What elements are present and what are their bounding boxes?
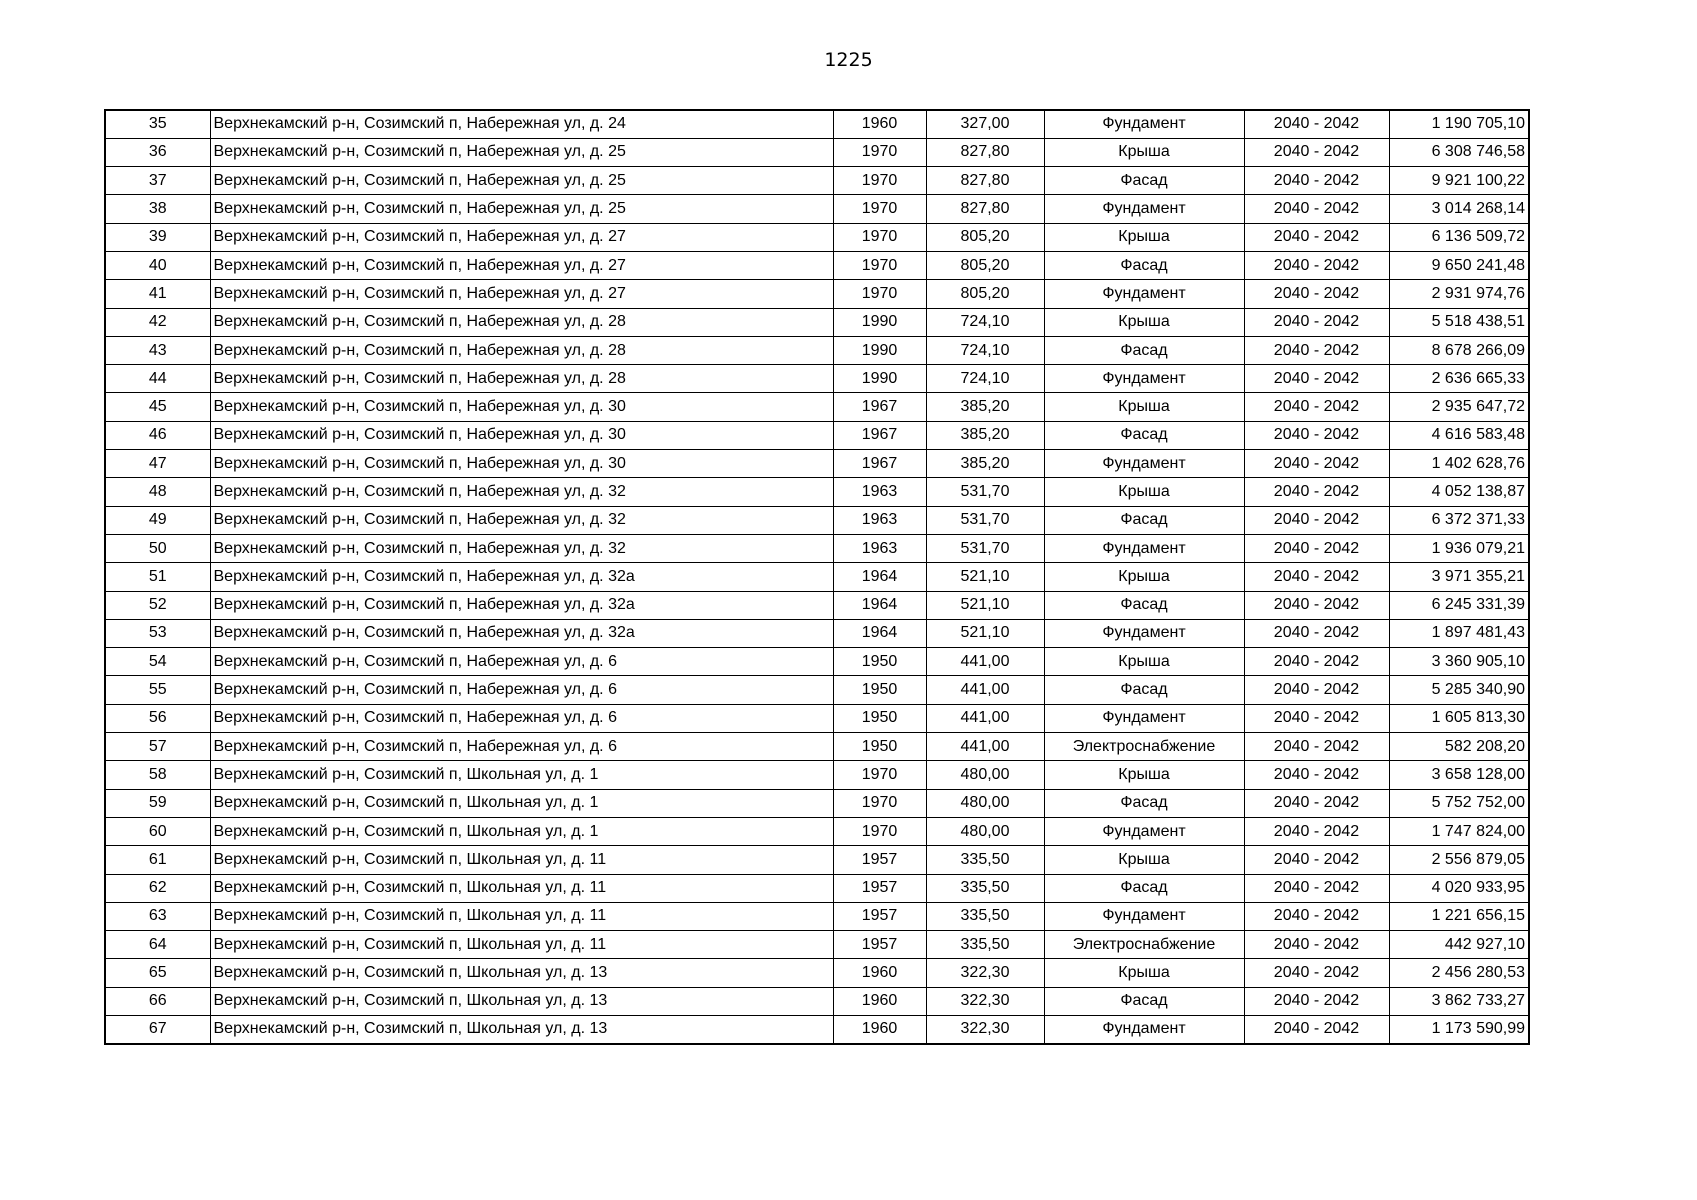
cost-cell: 1 190 705,10 <box>1389 110 1529 138</box>
work-type-cell: Крыша <box>1044 138 1244 166</box>
work-type-cell: Фундамент <box>1044 450 1244 478</box>
year-built-cell: 1964 <box>833 619 926 647</box>
cost-cell: 1 221 656,15 <box>1389 902 1529 930</box>
year-built-cell: 1957 <box>833 931 926 959</box>
cost-cell: 1 897 481,43 <box>1389 619 1529 647</box>
year-built-cell: 1950 <box>833 676 926 704</box>
work-type-cell: Электроснабжение <box>1044 733 1244 761</box>
cost-cell: 6 372 371,33 <box>1389 506 1529 534</box>
row-number-cell: 53 <box>105 619 210 647</box>
table-body <box>105 110 1529 1044</box>
table-row <box>105 761 1529 789</box>
work-type-cell: Фундамент <box>1044 195 1244 223</box>
row-number-cell: 37 <box>105 167 210 195</box>
cost-cell: 2 636 665,33 <box>1389 365 1529 393</box>
row-number-cell: 63 <box>105 902 210 930</box>
row-number-cell: 40 <box>105 251 210 279</box>
area-cell: 441,00 <box>926 733 1044 761</box>
period-cell: 2040 - 2042 <box>1244 450 1389 478</box>
cost-cell: 9 650 241,48 <box>1389 251 1529 279</box>
capital-repair-table <box>104 109 1530 1045</box>
period-cell: 2040 - 2042 <box>1244 308 1389 336</box>
year-built-cell: 1970 <box>833 761 926 789</box>
address-cell: Верхнекамский р-н, Созимский п, Школьная ул, д. 13 <box>210 959 833 987</box>
work-type-cell: Фундамент <box>1044 902 1244 930</box>
page-number: 1225 <box>824 49 873 71</box>
address-cell: Верхнекамский р-н, Созимский п, Набережная ул, д. 32 <box>210 506 833 534</box>
area-cell: 724,10 <box>926 308 1044 336</box>
cost-cell: 9 921 100,22 <box>1389 167 1529 195</box>
year-built-cell: 1964 <box>833 563 926 591</box>
table-row <box>105 704 1529 732</box>
year-built-cell: 1970 <box>833 280 926 308</box>
year-built-cell: 1970 <box>833 138 926 166</box>
area-cell: 335,50 <box>926 846 1044 874</box>
period-cell: 2040 - 2042 <box>1244 280 1389 308</box>
row-number-cell: 67 <box>105 1016 210 1044</box>
period-cell: 2040 - 2042 <box>1244 931 1389 959</box>
row-number-cell: 41 <box>105 280 210 308</box>
row-number-cell: 62 <box>105 874 210 902</box>
work-type-cell: Фундамент <box>1044 110 1244 138</box>
work-type-cell: Крыша <box>1044 223 1244 251</box>
row-number-cell: 48 <box>105 478 210 506</box>
area-cell: 335,50 <box>926 874 1044 902</box>
area-cell: 521,10 <box>926 563 1044 591</box>
period-cell: 2040 - 2042 <box>1244 987 1389 1015</box>
year-built-cell: 1957 <box>833 902 926 930</box>
year-built-cell: 1990 <box>833 365 926 393</box>
year-built-cell: 1970 <box>833 817 926 845</box>
cost-cell: 2 456 280,53 <box>1389 959 1529 987</box>
row-number-cell: 52 <box>105 591 210 619</box>
row-number-cell: 61 <box>105 846 210 874</box>
table-row <box>105 393 1529 421</box>
period-cell: 2040 - 2042 <box>1244 421 1389 449</box>
table-row <box>105 223 1529 251</box>
table-row <box>105 195 1529 223</box>
cost-cell: 3 862 733,27 <box>1389 987 1529 1015</box>
cost-cell: 2 556 879,05 <box>1389 846 1529 874</box>
area-cell: 827,80 <box>926 195 1044 223</box>
table-row <box>105 1016 1529 1044</box>
row-number-cell: 64 <box>105 931 210 959</box>
cost-cell: 5 752 752,00 <box>1389 789 1529 817</box>
year-built-cell: 1960 <box>833 110 926 138</box>
address-cell: Верхнекамский р-н, Созимский п, Школьная ул, д. 1 <box>210 789 833 817</box>
year-built-cell: 1990 <box>833 336 926 364</box>
period-cell: 2040 - 2042 <box>1244 534 1389 562</box>
row-number-cell: 59 <box>105 789 210 817</box>
address-cell: Верхнекамский р-н, Созимский п, Набережная ул, д. 24 <box>210 110 833 138</box>
area-cell: 441,00 <box>926 648 1044 676</box>
address-cell: Верхнекамский р-н, Созимский п, Набережная ул, д. 28 <box>210 336 833 364</box>
work-type-cell: Крыша <box>1044 393 1244 421</box>
period-cell: 2040 - 2042 <box>1244 506 1389 534</box>
table-row <box>105 251 1529 279</box>
table-row <box>105 450 1529 478</box>
cost-cell: 3 014 268,14 <box>1389 195 1529 223</box>
period-cell: 2040 - 2042 <box>1244 789 1389 817</box>
table-row <box>105 648 1529 676</box>
address-cell: Верхнекамский р-н, Созимский п, Набережная ул, д. 28 <box>210 365 833 393</box>
cost-cell: 1 936 079,21 <box>1389 534 1529 562</box>
table-row <box>105 874 1529 902</box>
cost-cell: 3 360 905,10 <box>1389 648 1529 676</box>
period-cell: 2040 - 2042 <box>1244 110 1389 138</box>
period-cell: 2040 - 2042 <box>1244 195 1389 223</box>
table-row <box>105 110 1529 138</box>
area-cell: 805,20 <box>926 251 1044 279</box>
area-cell: 322,30 <box>926 959 1044 987</box>
table-row <box>105 846 1529 874</box>
period-cell: 2040 - 2042 <box>1244 846 1389 874</box>
area-cell: 531,70 <box>926 478 1044 506</box>
row-number-cell: 45 <box>105 393 210 421</box>
cost-cell: 4 616 583,48 <box>1389 421 1529 449</box>
table-row <box>105 365 1529 393</box>
period-cell: 2040 - 2042 <box>1244 167 1389 195</box>
cost-cell: 1 173 590,99 <box>1389 1016 1529 1044</box>
year-built-cell: 1960 <box>833 959 926 987</box>
row-number-cell: 46 <box>105 421 210 449</box>
period-cell: 2040 - 2042 <box>1244 619 1389 647</box>
row-number-cell: 51 <box>105 563 210 591</box>
area-cell: 385,20 <box>926 450 1044 478</box>
work-type-cell: Фундамент <box>1044 280 1244 308</box>
period-cell: 2040 - 2042 <box>1244 761 1389 789</box>
work-type-cell: Фасад <box>1044 336 1244 364</box>
year-built-cell: 1967 <box>833 421 926 449</box>
row-number-cell: 36 <box>105 138 210 166</box>
period-cell: 2040 - 2042 <box>1244 251 1389 279</box>
period-cell: 2040 - 2042 <box>1244 902 1389 930</box>
row-number-cell: 49 <box>105 506 210 534</box>
work-type-cell: Фундамент <box>1044 817 1244 845</box>
year-built-cell: 1970 <box>833 789 926 817</box>
area-cell: 724,10 <box>926 365 1044 393</box>
area-cell: 480,00 <box>926 761 1044 789</box>
period-cell: 2040 - 2042 <box>1244 223 1389 251</box>
cost-cell: 6 245 331,39 <box>1389 591 1529 619</box>
table-row <box>105 789 1529 817</box>
table-row <box>105 138 1529 166</box>
address-cell: Верхнекамский р-н, Созимский п, Набережная ул, д. 6 <box>210 704 833 732</box>
work-type-cell: Фасад <box>1044 421 1244 449</box>
cost-cell: 4 052 138,87 <box>1389 478 1529 506</box>
area-cell: 441,00 <box>926 676 1044 704</box>
year-built-cell: 1967 <box>833 450 926 478</box>
year-built-cell: 1960 <box>833 987 926 1015</box>
year-built-cell: 1963 <box>833 478 926 506</box>
period-cell: 2040 - 2042 <box>1244 591 1389 619</box>
area-cell: 385,20 <box>926 393 1044 421</box>
work-type-cell: Крыша <box>1044 959 1244 987</box>
work-type-cell: Электроснабжение <box>1044 931 1244 959</box>
cost-cell: 5 285 340,90 <box>1389 676 1529 704</box>
cost-cell: 4 020 933,95 <box>1389 874 1529 902</box>
address-cell: Верхнекамский р-н, Созимский п, Набережная ул, д. 6 <box>210 733 833 761</box>
table-row <box>105 421 1529 449</box>
row-number-cell: 47 <box>105 450 210 478</box>
year-built-cell: 1970 <box>833 167 926 195</box>
row-number-cell: 56 <box>105 704 210 732</box>
address-cell: Верхнекамский р-н, Созимский п, Школьная ул, д. 11 <box>210 902 833 930</box>
work-type-cell: Фундамент <box>1044 619 1244 647</box>
table-row <box>105 280 1529 308</box>
area-cell: 724,10 <box>926 336 1044 364</box>
year-built-cell: 1963 <box>833 534 926 562</box>
table-row <box>105 478 1529 506</box>
table-row <box>105 987 1529 1015</box>
area-cell: 827,80 <box>926 138 1044 166</box>
cost-cell: 1 605 813,30 <box>1389 704 1529 732</box>
period-cell: 2040 - 2042 <box>1244 138 1389 166</box>
cost-cell: 8 678 266,09 <box>1389 336 1529 364</box>
work-type-cell: Крыша <box>1044 308 1244 336</box>
row-number-cell: 58 <box>105 761 210 789</box>
address-cell: Верхнекамский р-н, Созимский п, Школьная ул, д. 11 <box>210 846 833 874</box>
address-cell: Верхнекамский р-н, Созимский п, Школьная ул, д. 1 <box>210 817 833 845</box>
period-cell: 2040 - 2042 <box>1244 733 1389 761</box>
period-cell: 2040 - 2042 <box>1244 676 1389 704</box>
address-cell: Верхнекамский р-н, Созимский п, Набережная ул, д. 27 <box>210 251 833 279</box>
row-number-cell: 65 <box>105 959 210 987</box>
period-cell: 2040 - 2042 <box>1244 478 1389 506</box>
area-cell: 531,70 <box>926 506 1044 534</box>
address-cell: Верхнекамский р-н, Созимский п, Набережная ул, д. 25 <box>210 195 833 223</box>
address-cell: Верхнекамский р-н, Созимский п, Школьная ул, д. 11 <box>210 931 833 959</box>
area-cell: 322,30 <box>926 987 1044 1015</box>
area-cell: 480,00 <box>926 817 1044 845</box>
row-number-cell: 38 <box>105 195 210 223</box>
period-cell: 2040 - 2042 <box>1244 959 1389 987</box>
address-cell: Верхнекамский р-н, Созимский п, Школьная ул, д. 11 <box>210 874 833 902</box>
year-built-cell: 1963 <box>833 506 926 534</box>
period-cell: 2040 - 2042 <box>1244 1016 1389 1044</box>
table-row <box>105 534 1529 562</box>
row-number-cell: 66 <box>105 987 210 1015</box>
cost-cell: 3 971 355,21 <box>1389 563 1529 591</box>
period-cell: 2040 - 2042 <box>1244 336 1389 364</box>
area-cell: 480,00 <box>926 789 1044 817</box>
area-cell: 531,70 <box>926 534 1044 562</box>
cost-cell: 442 927,10 <box>1389 931 1529 959</box>
address-cell: Верхнекамский р-н, Созимский п, Набережная ул, д. 32а <box>210 591 833 619</box>
period-cell: 2040 - 2042 <box>1244 393 1389 421</box>
area-cell: 521,10 <box>926 591 1044 619</box>
work-type-cell: Фасад <box>1044 789 1244 817</box>
area-cell: 322,30 <box>926 1016 1044 1044</box>
period-cell: 2040 - 2042 <box>1244 648 1389 676</box>
cost-cell: 1 747 824,00 <box>1389 817 1529 845</box>
row-number-cell: 44 <box>105 365 210 393</box>
work-type-cell: Фундамент <box>1044 1016 1244 1044</box>
address-cell: Верхнекамский р-н, Созимский п, Набережная ул, д. 32 <box>210 534 833 562</box>
area-cell: 327,00 <box>926 110 1044 138</box>
address-cell: Верхнекамский р-н, Созимский п, Набережная ул, д. 27 <box>210 280 833 308</box>
area-cell: 335,50 <box>926 931 1044 959</box>
work-type-cell: Крыша <box>1044 648 1244 676</box>
work-type-cell: Фасад <box>1044 987 1244 1015</box>
year-built-cell: 1957 <box>833 874 926 902</box>
table-row <box>105 902 1529 930</box>
cost-cell: 2 935 647,72 <box>1389 393 1529 421</box>
address-cell: Верхнекамский р-н, Созимский п, Набережная ул, д. 30 <box>210 450 833 478</box>
table-row <box>105 167 1529 195</box>
year-built-cell: 1967 <box>833 393 926 421</box>
work-type-cell: Фасад <box>1044 506 1244 534</box>
area-cell: 385,20 <box>926 421 1044 449</box>
work-type-cell: Крыша <box>1044 563 1244 591</box>
row-number-cell: 42 <box>105 308 210 336</box>
table-row <box>105 676 1529 704</box>
area-cell: 521,10 <box>926 619 1044 647</box>
year-built-cell: 1970 <box>833 223 926 251</box>
table-row <box>105 308 1529 336</box>
year-built-cell: 1970 <box>833 195 926 223</box>
table-row <box>105 506 1529 534</box>
table-row <box>105 619 1529 647</box>
year-built-cell: 1970 <box>833 251 926 279</box>
cost-cell: 5 518 438,51 <box>1389 308 1529 336</box>
year-built-cell: 1950 <box>833 733 926 761</box>
work-type-cell: Фасад <box>1044 251 1244 279</box>
row-number-cell: 35 <box>105 110 210 138</box>
work-type-cell: Крыша <box>1044 846 1244 874</box>
address-cell: Верхнекамский р-н, Созимский п, Набережная ул, д. 30 <box>210 421 833 449</box>
row-number-cell: 57 <box>105 733 210 761</box>
address-cell: Верхнекамский р-н, Созимский п, Набережная ул, д. 25 <box>210 167 833 195</box>
cost-cell: 1 402 628,76 <box>1389 450 1529 478</box>
year-built-cell: 1990 <box>833 308 926 336</box>
address-cell: Верхнекамский р-н, Созимский п, Набережная ул, д. 27 <box>210 223 833 251</box>
cost-cell: 582 208,20 <box>1389 733 1529 761</box>
work-type-cell: Крыша <box>1044 761 1244 789</box>
area-cell: 805,20 <box>926 280 1044 308</box>
work-type-cell: Фундамент <box>1044 704 1244 732</box>
row-number-cell: 55 <box>105 676 210 704</box>
table-row <box>105 931 1529 959</box>
year-built-cell: 1964 <box>833 591 926 619</box>
work-type-cell: Фасад <box>1044 591 1244 619</box>
row-number-cell: 60 <box>105 817 210 845</box>
table-row <box>105 336 1529 364</box>
address-cell: Верхнекамский р-н, Созимский п, Набережная ул, д. 25 <box>210 138 833 166</box>
work-type-cell: Фундамент <box>1044 534 1244 562</box>
table-row <box>105 817 1529 845</box>
period-cell: 2040 - 2042 <box>1244 365 1389 393</box>
table-row <box>105 591 1529 619</box>
address-cell: Верхнекамский р-н, Созимский п, Набережная ул, д. 32а <box>210 619 833 647</box>
work-type-cell: Фундамент <box>1044 365 1244 393</box>
area-cell: 441,00 <box>926 704 1044 732</box>
address-cell: Верхнекамский р-н, Созимский п, Набережная ул, д. 28 <box>210 308 833 336</box>
work-type-cell: Фасад <box>1044 676 1244 704</box>
work-type-cell: Фасад <box>1044 874 1244 902</box>
address-cell: Верхнекамский р-н, Созимский п, Набережная ул, д. 6 <box>210 676 833 704</box>
cost-cell: 3 658 128,00 <box>1389 761 1529 789</box>
period-cell: 2040 - 2042 <box>1244 817 1389 845</box>
address-cell: Верхнекамский р-н, Созимский п, Школьная ул, д. 1 <box>210 761 833 789</box>
period-cell: 2040 - 2042 <box>1244 704 1389 732</box>
year-built-cell: 1960 <box>833 1016 926 1044</box>
row-number-cell: 43 <box>105 336 210 364</box>
address-cell: Верхнекамский р-н, Созимский п, Школьная ул, д. 13 <box>210 987 833 1015</box>
address-cell: Верхнекамский р-н, Созимский п, Школьная ул, д. 13 <box>210 1016 833 1044</box>
row-number-cell: 50 <box>105 534 210 562</box>
address-cell: Верхнекамский р-н, Созимский п, Набережная ул, д. 30 <box>210 393 833 421</box>
year-built-cell: 1950 <box>833 704 926 732</box>
work-type-cell: Крыша <box>1044 478 1244 506</box>
period-cell: 2040 - 2042 <box>1244 563 1389 591</box>
address-cell: Верхнекамский р-н, Созимский п, Набережная ул, д. 32 <box>210 478 833 506</box>
period-cell: 2040 - 2042 <box>1244 874 1389 902</box>
table-row <box>105 563 1529 591</box>
row-number-cell: 39 <box>105 223 210 251</box>
work-type-cell: Фасад <box>1044 167 1244 195</box>
address-cell: Верхнекамский р-н, Созимский п, Набережная ул, д. 6 <box>210 648 833 676</box>
area-cell: 827,80 <box>926 167 1044 195</box>
cost-cell: 6 308 746,58 <box>1389 138 1529 166</box>
table-row <box>105 959 1529 987</box>
cost-cell: 6 136 509,72 <box>1389 223 1529 251</box>
area-cell: 805,20 <box>926 223 1044 251</box>
area-cell: 335,50 <box>926 902 1044 930</box>
row-number-cell: 54 <box>105 648 210 676</box>
year-built-cell: 1957 <box>833 846 926 874</box>
year-built-cell: 1950 <box>833 648 926 676</box>
cost-cell: 2 931 974,76 <box>1389 280 1529 308</box>
table-row <box>105 733 1529 761</box>
address-cell: Верхнекамский р-н, Созимский п, Набережная ул, д. 32а <box>210 563 833 591</box>
